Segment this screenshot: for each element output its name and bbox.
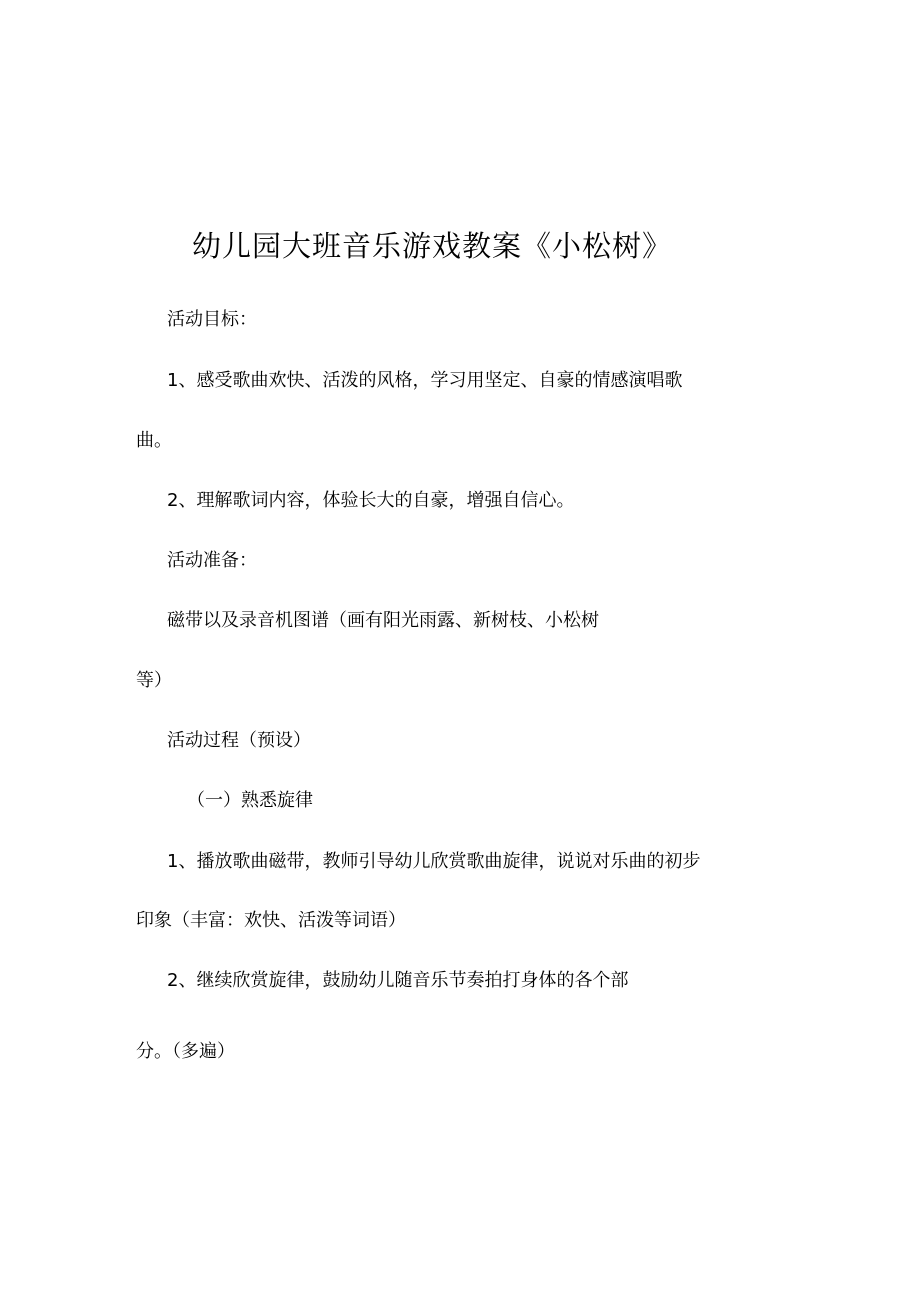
paragraph-line: 磁带以及录音机图谱（画有阳光雨露、新树枝、小松树 bbox=[167, 610, 599, 631]
paragraph-line: 2、理解歌词内容，体验长大的自豪，增强自信心。 bbox=[167, 490, 575, 511]
paragraph-line: 等） bbox=[136, 670, 172, 691]
paragraph-line: 1、播放歌曲磁带，教师引导幼儿欣赏歌曲旋律，说说对乐曲的初步 bbox=[167, 851, 701, 872]
paragraph-line: 曲。 bbox=[136, 430, 172, 451]
paragraph-line: 2、继续欣赏旋律，鼓励幼儿随音乐节奏拍打身体的各个部 bbox=[167, 970, 629, 991]
section-heading-preparation: 活动准备： bbox=[167, 550, 257, 571]
document-title: 幼儿园大班音乐游戏教案《小松树》 bbox=[192, 229, 673, 263]
subsection-heading: （一）熟悉旋律 bbox=[187, 790, 313, 811]
paragraph-line: 印象（丰富：欢快、活泼等词语） bbox=[136, 910, 406, 931]
paragraph-line: 分。（多遍） bbox=[136, 1041, 235, 1062]
section-heading-process: 活动过程（预设） bbox=[167, 730, 311, 751]
paragraph-line: 1、感受歌曲欢快、活泼的风格，学习用坚定、自豪的情感演唱歌 bbox=[167, 370, 683, 391]
section-heading-goals: 活动目标： bbox=[167, 309, 257, 330]
